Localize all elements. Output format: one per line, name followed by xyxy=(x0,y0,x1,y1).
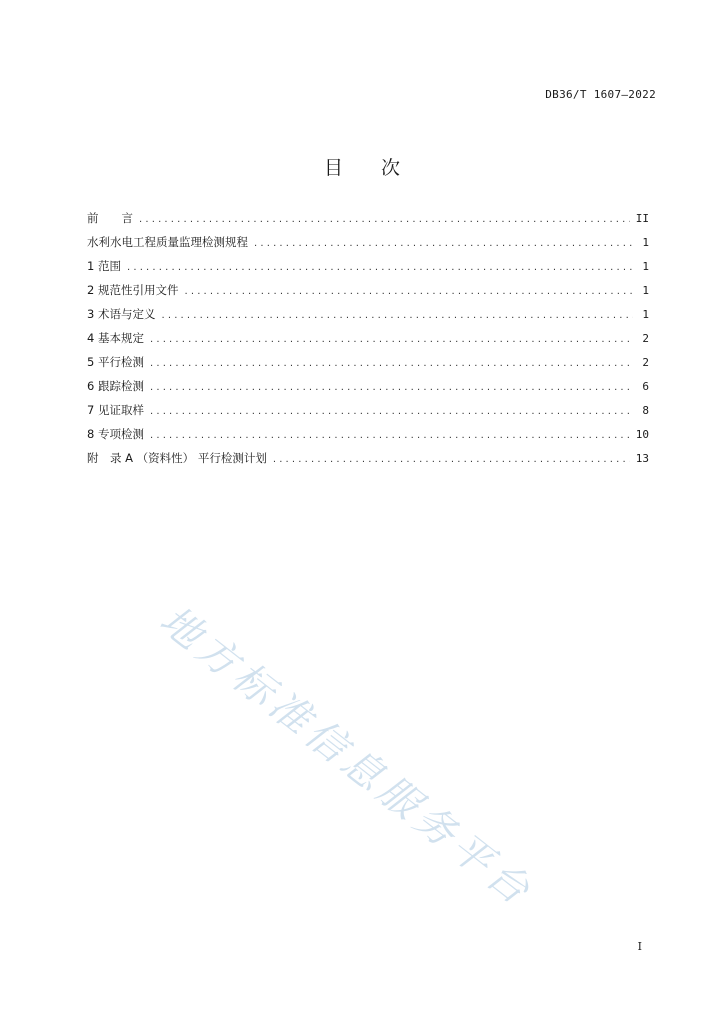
toc-dot-leader xyxy=(273,454,630,465)
toc-dot-leader xyxy=(150,358,633,369)
toc-dot-leader xyxy=(184,286,633,297)
toc-page-number: 10 xyxy=(635,428,649,441)
toc-entry-label: 1 范围 xyxy=(87,259,121,273)
toc-row-parallel-testing[interactable] xyxy=(87,354,649,378)
toc-entry-label: 附 录 A （资料性） 平行检测计划 xyxy=(87,451,267,465)
toc-row-witness-sampling[interactable] xyxy=(87,402,649,426)
toc-page-number: 1 xyxy=(642,236,649,249)
toc-row-special-testing[interactable] xyxy=(87,426,649,450)
toc-row-foreword[interactable] xyxy=(87,210,649,234)
toc-page-number: 1 xyxy=(642,308,649,321)
toc-entry-label: 水利水电工程质量监理检测规程 xyxy=(87,235,248,249)
toc-entry-label: 2 规范性引用文件 xyxy=(87,283,179,297)
toc-page-number: 6 xyxy=(642,380,649,393)
toc-page-number: 13 xyxy=(635,452,649,465)
toc-page-number: 1 xyxy=(642,284,649,297)
toc-entry-label: 3 术语与定义 xyxy=(87,307,156,321)
toc-dot-leader xyxy=(161,310,633,321)
toc-dot-leader xyxy=(139,214,630,225)
toc-row-basic-provisions[interactable] xyxy=(87,330,649,354)
toc-row-normative-references[interactable] xyxy=(87,282,649,306)
toc-entry-label: 6 跟踪检测 xyxy=(87,379,144,393)
watermark: 地方标准信息服务平台 xyxy=(151,597,542,917)
toc-row-appendix-a[interactable] xyxy=(87,450,649,474)
toc-dot-leader xyxy=(150,382,633,393)
toc-entry-label: 4 基本规定 xyxy=(87,331,144,345)
toc-row-main-title[interactable] xyxy=(87,234,649,258)
toc-row-tracking-testing[interactable] xyxy=(87,378,649,402)
toc-dot-leader xyxy=(127,262,633,273)
toc-page-number: 2 xyxy=(642,356,649,369)
toc-page-number: II xyxy=(635,212,649,225)
toc-row-scope[interactable] xyxy=(87,258,649,282)
toc-dot-leader xyxy=(254,238,633,249)
toc-row-terms-definitions[interactable] xyxy=(87,306,649,330)
toc-entry-label: 8 专项检测 xyxy=(87,427,144,441)
title-char-1: 目 xyxy=(323,157,343,179)
toc-entry-label: 5 平行检测 xyxy=(87,355,144,369)
table-of-contents xyxy=(87,210,649,474)
toc-dot-leader xyxy=(150,430,630,441)
toc-page-number: 8 xyxy=(642,404,649,417)
toc-dot-leader xyxy=(150,334,633,345)
document-code: DB36/T 1607—2022 xyxy=(545,88,656,101)
page-number: I xyxy=(637,940,642,953)
toc-entry-label: 7 见证取样 xyxy=(87,403,144,417)
title-char-2: 次 xyxy=(381,157,401,179)
toc-page-number: 1 xyxy=(642,260,649,273)
toc-page-number: 2 xyxy=(642,332,649,345)
toc-dot-leader xyxy=(150,406,633,417)
toc-entry-label: 前 言 xyxy=(87,211,133,225)
page-title xyxy=(0,153,724,180)
